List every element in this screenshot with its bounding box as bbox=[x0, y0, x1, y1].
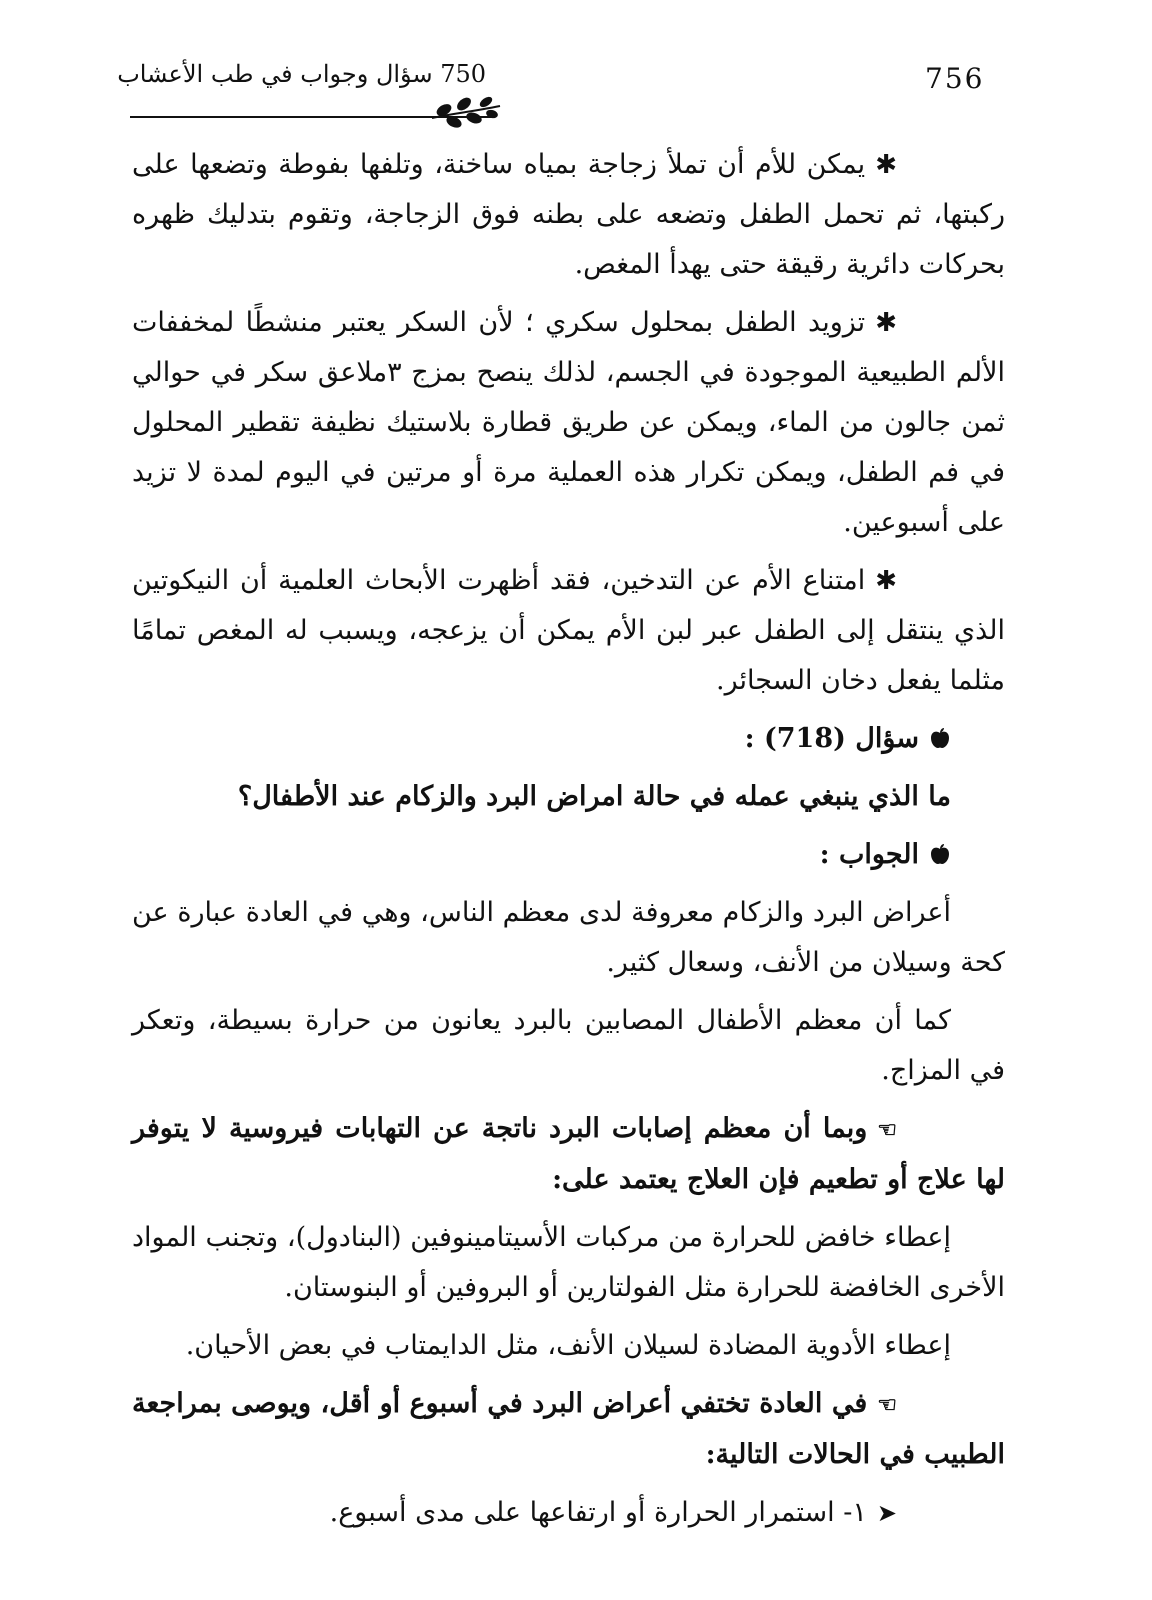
pointing-hand-icon: ☜ bbox=[877, 1117, 897, 1143]
leaf-ornament-icon bbox=[430, 92, 502, 132]
note-paragraph bbox=[132, 1379, 1005, 1480]
paragraph-text: وبما أن معظم إصابات البرد ناتجة عن التهابات فيروسية لا يتوفر لها علاج أو تطعيم فإن العلاج يعتمد على: bbox=[132, 1113, 1005, 1195]
answer-paragraph: إعطاء خافض للحرارة من مركبات الأسيتامينوفين (البنادول)، وتجنب المواد الأخرى الخافضة للحرارة مثل الفولتارين أو البروفين أو البنوستان. bbox=[132, 1222, 1005, 1303]
note-paragraph bbox=[132, 1104, 1005, 1205]
apple-icon bbox=[929, 727, 951, 749]
book-title: 750 سؤال وجواب في طب الأعشاب bbox=[117, 60, 486, 88]
bullet-paragraph bbox=[132, 140, 1005, 290]
asterisk-star-icon: ✱ bbox=[875, 150, 897, 180]
apple-icon bbox=[929, 843, 951, 865]
question-heading bbox=[132, 714, 1005, 764]
question-text: ما الذي ينبغي عمله في حالة امراض البرد والزكام عند الأطفال؟ bbox=[237, 781, 951, 812]
bullet-paragraph bbox=[132, 556, 1005, 706]
pointing-hand-icon: ☜ bbox=[877, 1392, 897, 1418]
answer-label: الجواب : bbox=[819, 839, 919, 870]
asterisk-star-icon: ✱ bbox=[875, 566, 897, 596]
list-item bbox=[132, 1488, 1005, 1538]
bullet-paragraph bbox=[132, 298, 1005, 548]
answer-paragraph: إعطاء الأدوية المضادة لسيلان الأنف، مثل الدايمتاب في بعض الأحيان. bbox=[185, 1330, 951, 1361]
page-number: 756 bbox=[925, 62, 985, 95]
answer-paragraph: أعراض البرد والزكام معروفة لدى معظم الناس، وهي في العادة عبارة عن كحة وسيلان من الأنف، وسعال كثير. bbox=[132, 897, 1005, 978]
page-header bbox=[0, 0, 1152, 140]
paragraph-text: يمكن للأم أن تملأ زجاجة بمياه ساخنة، وتلفها بفوطة وتضعها على ركبتها، ثم تحمل الطفل وتضعه على بطنه فوق الزجاجة، وتقوم بتدليك ظهره بحركات دائرية رقيقة حتى يهدأ المغص. bbox=[132, 149, 1005, 280]
list-item-text: ١- استمرار الحرارة أو ارتفاعها على مدى أسبوع. bbox=[329, 1497, 867, 1528]
paragraph-text: في العادة تختفي أعراض البرد في أسبوع أو أقل، ويوصى بمراجعة الطبيب في الحالات التالية: bbox=[132, 1388, 1005, 1470]
paragraph-text: امتناع الأم عن التدخين، فقد أظهرت الأبحاث العلمية أن النيكوتين الذي ينتقل إلى الطفل عبر لبن الأم يمكن أن يزعجه، ويسبب له المغص تمامًا مثلما يفعل دخان السجائر. bbox=[132, 565, 1005, 696]
answer-heading bbox=[132, 830, 1005, 880]
asterisk-star-icon: ✱ bbox=[875, 308, 897, 338]
page-body bbox=[132, 140, 1005, 1546]
question-label: سؤال (718) : bbox=[744, 723, 919, 754]
arrow-pointer-icon: ➤ bbox=[876, 1499, 897, 1527]
paragraph-text: تزويد الطفل بمحلول سكري ؛ لأن السكر يعتبر منشطًا لمخففات الألم الطبيعية الموجودة في الجسم، لذلك ينصح بمزج ٣ملاعق سكر في حوالي ثمن جالون من الماء، ويمكن عن طريق قطارة بلاستيك نظيفة تقطير المحلول في فم الطفل، ويمكن تكرار هذه العملية مرة أو مرتين في اليوم لمدة لا تزيد على أسبوعين. bbox=[132, 307, 1005, 538]
answer-paragraph: كما أن معظم الأطفال المصابين بالبرد يعانون من حرارة بسيطة، وتعكر في المزاج. bbox=[132, 1005, 1005, 1086]
